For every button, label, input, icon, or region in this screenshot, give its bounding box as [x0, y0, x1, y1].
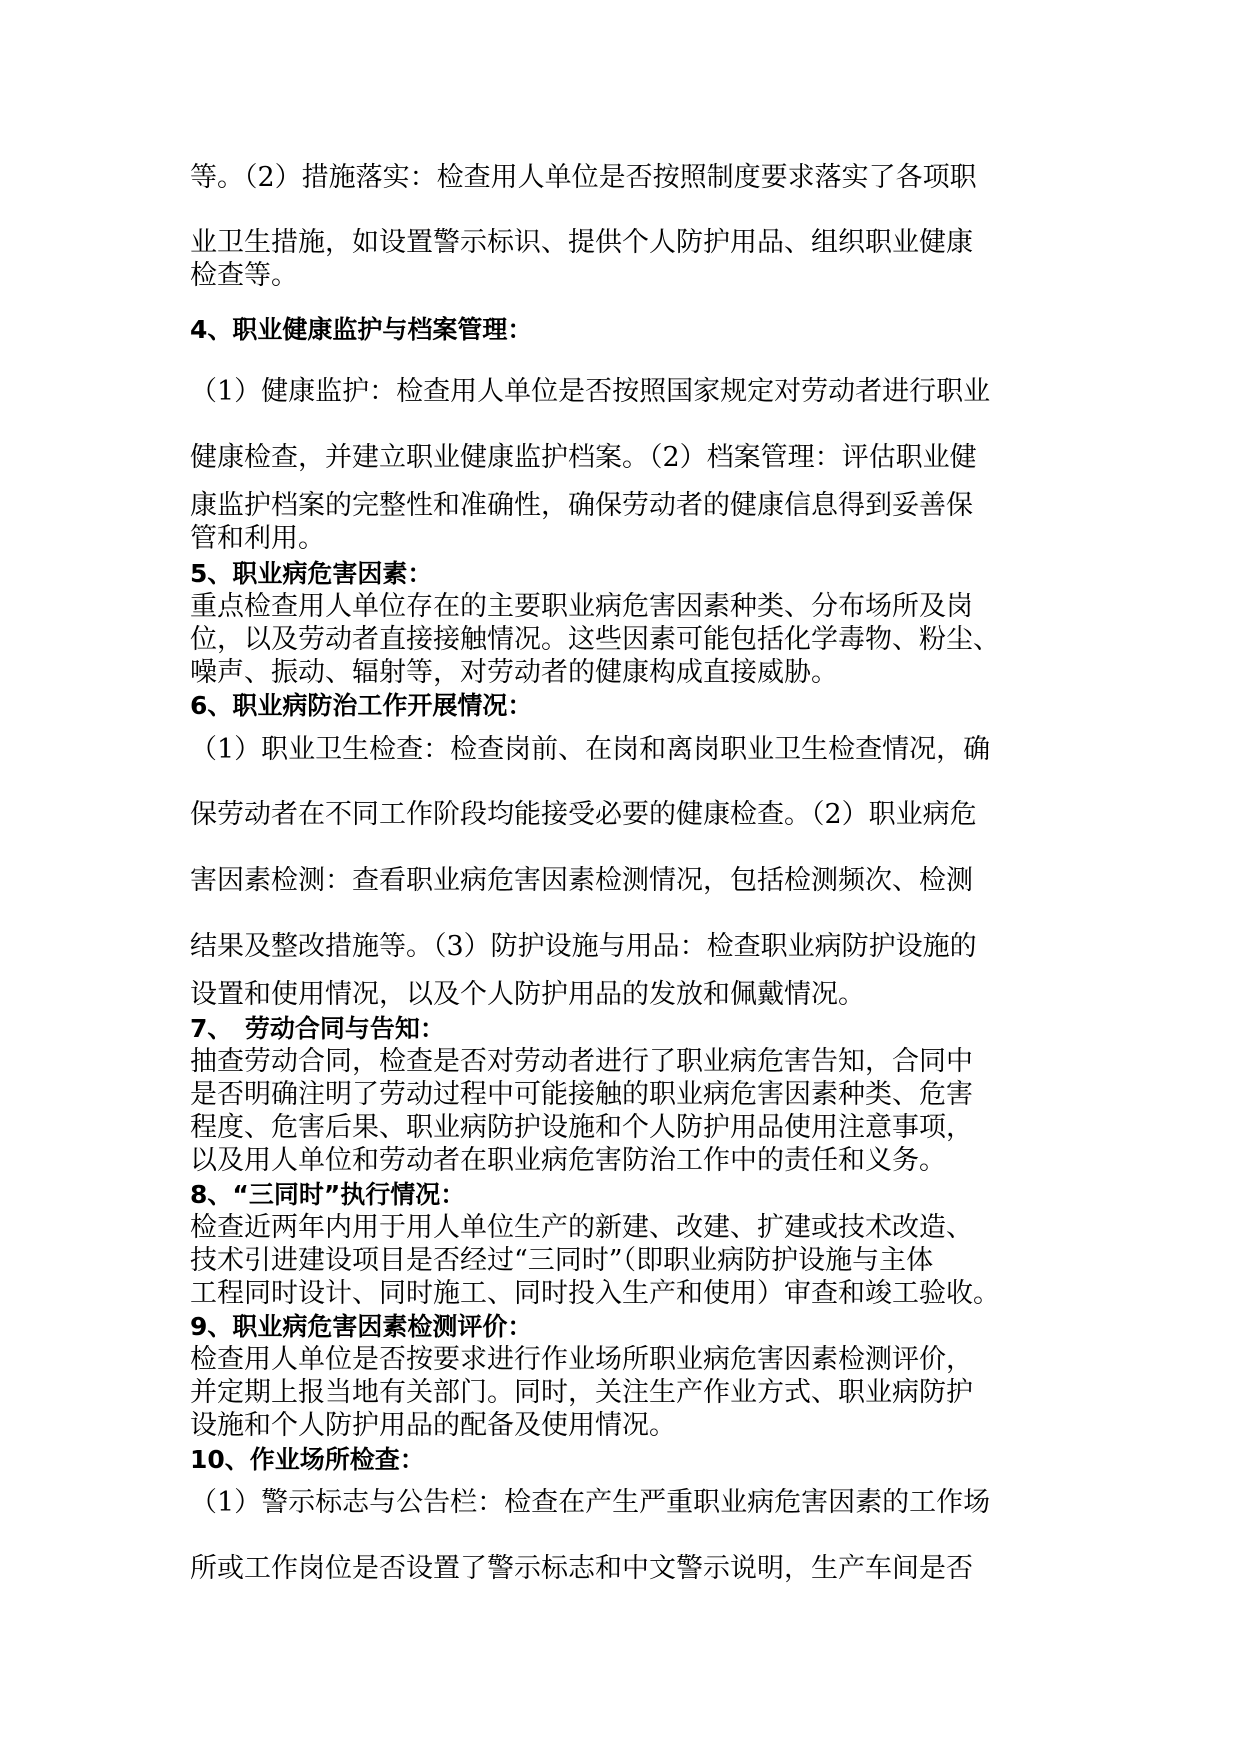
- section-heading-7: 7、 劳动合同与告知：: [190, 1014, 445, 1043]
- body-line: 重点检查用人单位存在的主要职业病危害因素种类、分布场所及岗: [190, 591, 973, 622]
- body-line: 设置和使用情况，以及个人防护用品的发放和佩戴情况。: [190, 979, 865, 1010]
- body-line: 工程同时设计、同时施工、同时投入生产和使用）审查和竣工验收。: [190, 1278, 1000, 1309]
- body-line: 结果及整改措施等。（3）防护设施与用品：检查职业病防护设施的: [190, 931, 977, 962]
- body-line: 检查近两年内用于用人单位生产的新建、改建、扩建或技术改造、: [190, 1212, 973, 1243]
- body-line: 管和利用。: [190, 523, 325, 554]
- body-line: 是否明确注明了劳动过程中可能接触的职业病危害因素种类、危害: [190, 1079, 973, 1110]
- body-line: 程度、危害后果、职业病防护设施和个人防护用品使用注意事项，: [190, 1112, 973, 1143]
- body-line: 健康检查，并建立职业健康监护档案。（2）档案管理：评估职业健: [190, 442, 977, 473]
- section-heading-5: 5、职业病危害因素：: [190, 559, 433, 588]
- section-heading-6: 6、职业病防治工作开展情况：: [190, 691, 533, 720]
- body-line: 噪声、振动、辐射等，对劳动者的健康构成直接威胁。: [190, 657, 838, 688]
- body-line: 检查用人单位是否按要求进行作业场所职业病危害因素检测评价，: [190, 1344, 973, 1375]
- body-line: 并定期上报当地有关部门。同时，关注生产作业方式、职业病防护: [190, 1377, 973, 1408]
- section-heading-4: 4、职业健康监护与档案管理：: [190, 315, 533, 344]
- body-line: 等。（2）措施落实：检查用人单位是否按照制度要求落实了各项职: [190, 162, 977, 193]
- section-heading-9: 9、职业病危害因素检测评价：: [190, 1312, 533, 1341]
- body-line: 设施和个人防护用品的配备及使用情况。: [190, 1410, 676, 1441]
- section-heading-10: 10、作业场所检查：: [190, 1445, 425, 1474]
- section-heading-8: 8、“三同时”执行情况：: [190, 1180, 466, 1209]
- body-line: （1）职业卫生检查：检查岗前、在岗和离岗职业卫生检查情况，确: [190, 734, 991, 765]
- body-line: 抽查劳动合同，检查是否对劳动者进行了职业病危害告知，合同中: [190, 1046, 973, 1077]
- body-line: 害因素检测：查看职业病危害因素检测情况，包括检测频次、检测: [190, 865, 973, 896]
- body-line: 保劳动者在不同工作阶段均能接受必要的健康检查。（2）职业病危: [190, 799, 977, 830]
- body-line: 所或工作岗位是否设置了警示标志和中文警示说明，生产车间是否: [190, 1553, 973, 1584]
- body-line: 康监护档案的完整性和准确性，确保劳动者的健康信息得到妥善保: [190, 490, 973, 521]
- body-line: （1）健康监护：检查用人单位是否按照国家规定对劳动者进行职业: [190, 376, 991, 407]
- body-line: 以及用人单位和劳动者在职业病危害防治工作中的责任和义务。: [190, 1145, 946, 1176]
- body-line: 业卫生措施，如设置警示标识、提供个人防护用品、组织职业健康: [190, 227, 973, 258]
- body-line: 检查等。: [190, 260, 298, 291]
- body-line: 技术引进建设项目是否经过“三同时”（即职业病防护设施与主体: [190, 1245, 934, 1276]
- body-line: 位，以及劳动者直接接触情况。这些因素可能包括化学毒物、粉尘、: [190, 624, 1000, 655]
- body-line: （1）警示标志与公告栏：检查在产生严重职业病危害因素的工作场: [190, 1487, 991, 1518]
